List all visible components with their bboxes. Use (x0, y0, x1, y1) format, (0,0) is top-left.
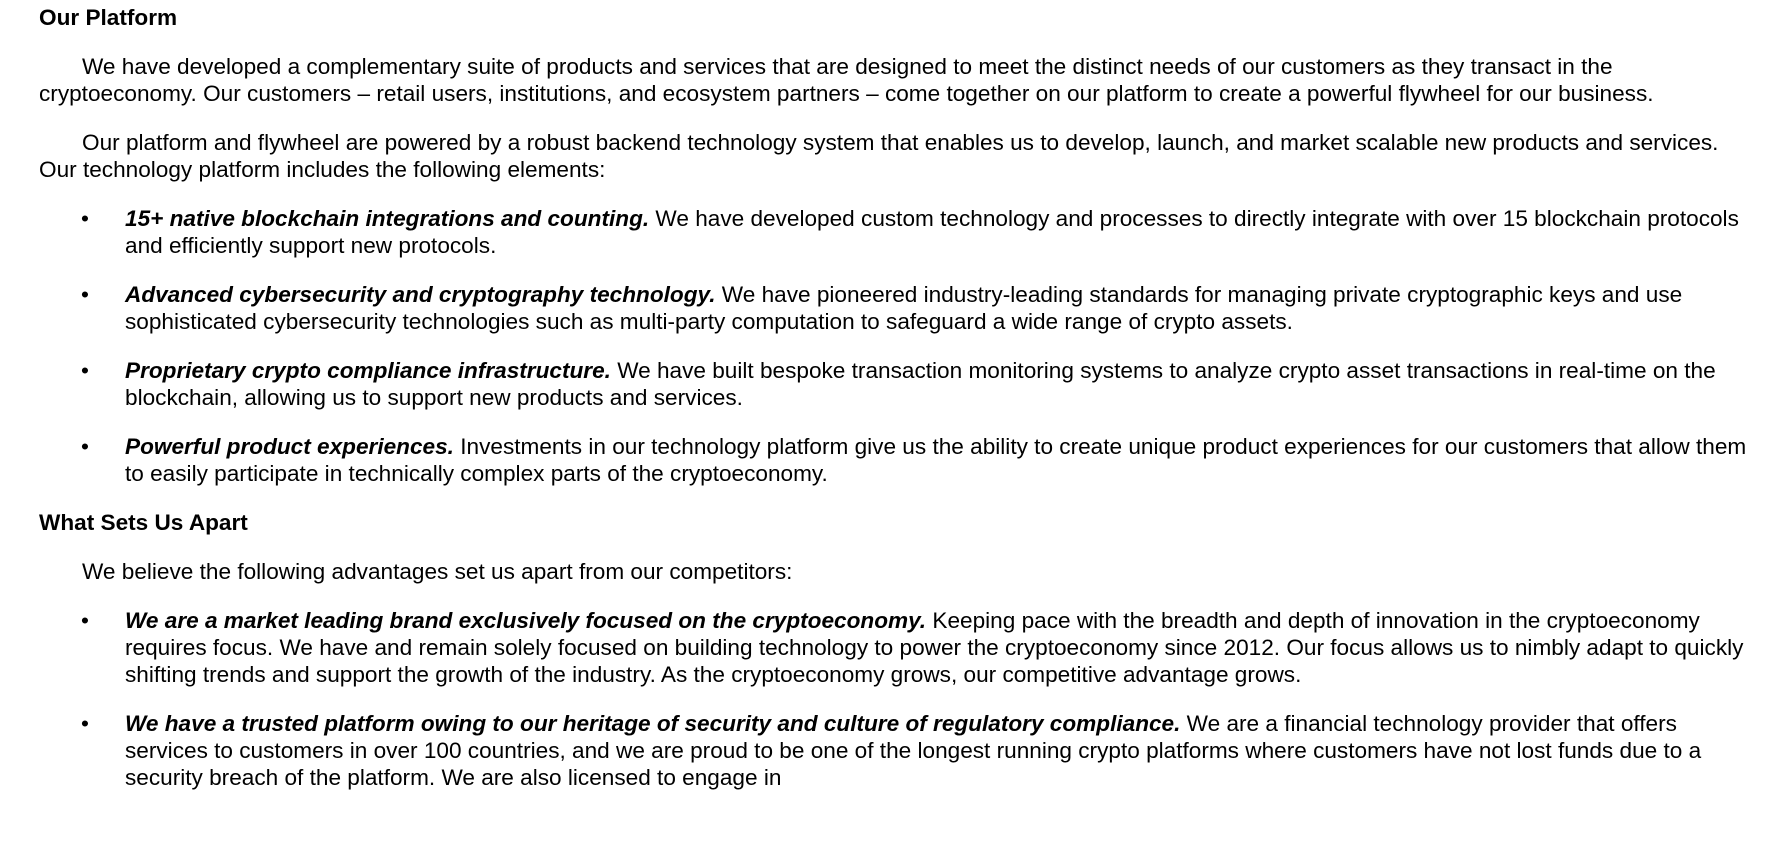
bullet-marker: • (81, 608, 89, 633)
list-item (39, 433, 1759, 487)
section-heading: What Sets Us Apart (39, 510, 248, 535)
list-item (39, 357, 1759, 411)
bullet-marker: • (81, 282, 89, 307)
list-item-lead: We have a trusted platform owing to our heritage of security and culture of regulatory compliance. (125, 711, 1181, 736)
bullet-marker: • (81, 711, 89, 736)
list-item-lead: Proprietary crypto compliance infrastructure. (125, 358, 611, 383)
list-item (39, 710, 1759, 791)
list-item-text: We are a financial technology provider that offers services to customers in over 100 countries, and we are proud to be one of the longest running crypto platforms where customers have not lost funds due to a security breach of the platform. We are also licensed to engage in (125, 711, 1702, 790)
section-our-platform (39, 4, 1759, 487)
list-item-lead: We are a market leading brand exclusively focused on the cryptoeconomy. (125, 608, 927, 633)
bullet-marker: • (81, 434, 89, 459)
paragraph: We believe the following advantages set us apart from our competitors: (82, 559, 793, 584)
list-item-lead: Advanced cybersecurity and cryptography technology. (125, 282, 716, 307)
paragraph: We have developed a complementary suite of products and services that are designed to meet the distinct needs of our customers as they transact in the cryptoeconomy. Our customers – retail users, institutions, and ecosystem partners – come together on our platform to create a powerful flywheel for our business. (39, 54, 1654, 106)
paragraph: Our platform and flywheel are powered by a robust backend technology system that enables us to develop, launch, and market scalable new products and services. Our technology platform includes the following elements: (39, 130, 1719, 182)
list-item-text: Investments in our technology platform give us the ability to create unique product experiences for our customers that allow them to easily participate in technically complex parts of the cryptoeconomy. (125, 434, 1747, 486)
bullet-list (39, 205, 1759, 487)
bullet-list (39, 607, 1759, 791)
list-item (39, 281, 1759, 335)
bullet-marker: • (81, 206, 89, 231)
list-item-lead: 15+ native blockchain integrations and counting. (125, 206, 650, 231)
list-item-text: Keeping pace with the breadth and depth of innovation in the cryptoeconomy requires focus. We have and remain solely focused on building technology to power the cryptoeconomy since 2012. Our focus allows us to nimbly adapt to quickly shifting trends and support the growth of the industry. As the cryptoeconomy grows, our competitive advantage grows. (125, 608, 1744, 687)
section-heading: Our Platform (39, 5, 178, 30)
section-what-sets-us-apart (39, 509, 1759, 791)
list-item-text: We have pioneered industry-leading standards for managing private cryptographic keys and use sophisticated cybersecurity technologies such as multi-party computation to safeguard a wide range of crypto assets. (125, 282, 1683, 334)
document-page (39, 4, 1759, 813)
list-item (39, 205, 1759, 259)
list-item-text: We have developed custom technology and processes to directly integrate with over 15 blockchain protocols and efficiently support new protocols. (125, 206, 1739, 258)
list-item (39, 607, 1759, 688)
list-item-text: We have built bespoke transaction monitoring systems to analyze crypto asset transactions in real-time on the blockchain, allowing us to support new products and services. (125, 358, 1716, 410)
list-item-lead: Powerful product experiences. (125, 434, 454, 459)
bullet-marker: • (81, 358, 89, 383)
